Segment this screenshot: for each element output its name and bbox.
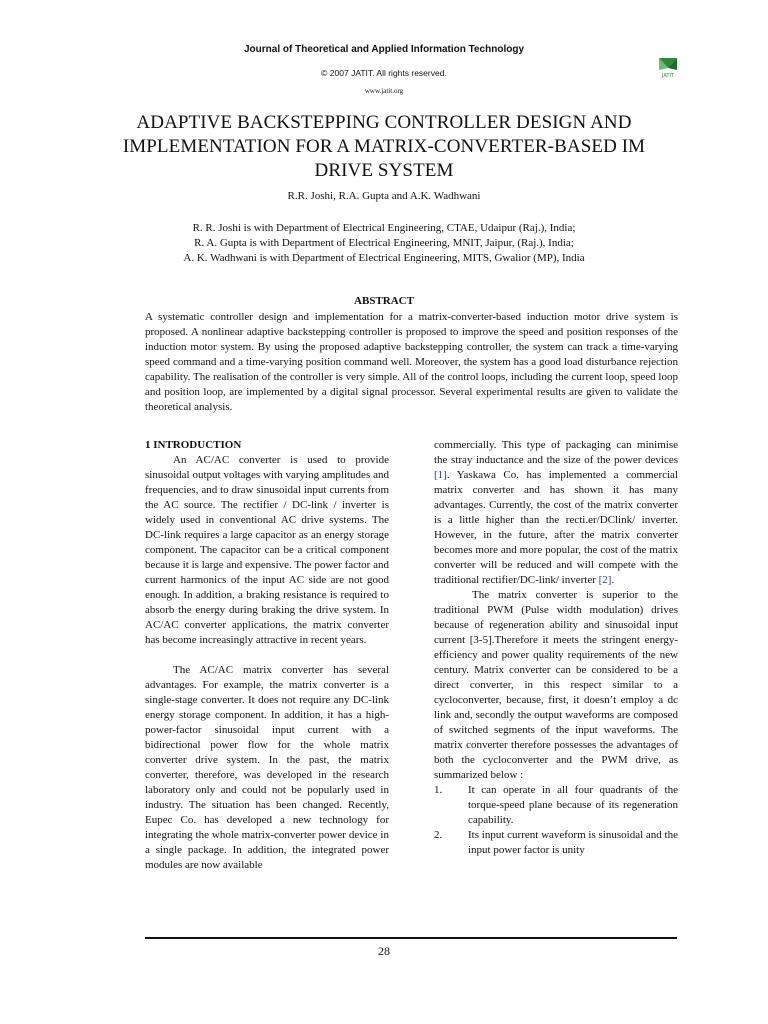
right-paragraph-2: The matrix converter is superior to the traditional PWM (Pulse width modulation) drives because of regeneration ability and sinusoidal input current [3-5].Therefore it meets the stringent energy-efficiency and power quality requirements of the new century. Matrix converter can be considered to be a direct converter, in this respect similar to a cycloconverter, because, first, it doesn’t employ a dc link and, secondly the output waveforms are composed of switched segments of the input waveforms. The matrix converter therefore possesses the advantages of both the cycloconverter and the PWM drive, as summarized below : <box>434 589 678 781</box>
list-item <box>434 828 678 858</box>
intro-paragraph-1: An AC/AC converter is used to provide sinusoidal output voltages with varying amplitudes and frequencies, and to draw sinusoidal input currents from the AC source. The rectifier / DC-link / inverter is widely used in conventional AC drive systems. The DC-link requires a large capacitor as an energy storage component. The capacitor can be a critical component because it is large and expensive. The power factor and current harmonics of the input AC side are not good enough. In addition, a braking resistance is required to absorb the energy during braking the drive system. In AC/AC converter applications, the matrix converter has become increasingly attractive in recent years. <box>145 454 389 646</box>
journal-name: Journal of Theoretical and Applied Information Technology <box>243 44 524 55</box>
copyright-notice: © 2007 JATIT. All rights reserved. <box>321 68 447 78</box>
citation-link[interactable]: [1] <box>434 469 447 481</box>
abstract-text: A systematic controller design and implementation for a matrix-converter-based induction motor drive system is proposed. A nonlinear adaptive backstepping controller is proposed to improve the speed and position responses of the induction motor system. By using the proposed adaptive backstepping controller, the system can track a time-varying speed command and a time-varying position command well. Moreover, the system has a good load disturbance rejection capability. The realisation of the controller is very simple. All of the control loops, including the current loop, speed loop and position loop, are implemented by a digital signal processor. Several experimental results are given to validate the theoretical analysis. <box>145 311 678 413</box>
list-text: Its input current waveform is sinusoidal and the input power factor is unity <box>468 829 678 856</box>
jatit-logo-icon <box>655 54 681 80</box>
footer-rule <box>145 937 677 939</box>
abstract-heading: ABSTRACT <box>354 295 414 307</box>
list-number: 2. <box>434 829 443 841</box>
paragraph-text: commercially. This type of packaging can minimise the stray inductance and the size of the power devices <box>434 439 678 466</box>
journal-url[interactable]: www.jatit.org <box>364 87 404 95</box>
right-column <box>434 438 678 858</box>
affiliation-line: R. A. Gupta is with Department of Electrical Engineering, MNIT, Jaipur, (Raj.), India; <box>194 237 574 249</box>
paragraph-text: . <box>611 574 615 586</box>
paper-authors: R.R. Joshi, R.A. Gupta and A.K. Wadhwani <box>287 190 481 202</box>
logo-text: JATIT <box>661 73 675 79</box>
citation-link[interactable]: [2] <box>598 574 612 586</box>
list-text: It can operate in all four quadrants of the torque-speed plane because of its regeneration capability. <box>468 784 678 826</box>
left-column <box>145 438 389 873</box>
section-heading: 1 INTRODUCTION <box>145 439 242 451</box>
paragraph-text: . Yaskawa Co. has implemented a commercial matrix converter and has shown it has many advantages. Currently, the cost of the matrix converter is a little higher than the recti.er/DClink/ inverter. However, in the future, after the matrix converter becomes more and more popular, the cost of the matrix converter will be reduced and will compete with the traditional rectifier/DC-link/ inverter <box>434 469 678 586</box>
affiliation-line: R. R. Joshi is with Department of Electrical Engineering, CTAE, Udaipur (Raj.), India; <box>192 222 576 234</box>
right-paragraph-1 <box>434 438 678 588</box>
intro-paragraph-2: The AC/AC matrix converter has several advantages. For example, the matrix converter is a single-stage converter. It does not require any DC-link energy storage component. In addition, it has a high-power-factor sinusoidal input current with a bidirectional power flow for the whole matrix converter drive system. In the past, the matrix converter, therefore, was developed in the research laboratory only and could not be popularly used in industry. The situation has been changed. Recently, Eupec Co. has developed a new technology for integrating the whole matrix-converter power device in a single package. In addition, the integrated power modules are now available <box>145 664 389 871</box>
list-number: 1. <box>434 784 443 796</box>
affiliations <box>100 221 668 266</box>
list-item <box>434 783 678 828</box>
page-number: 28 <box>378 944 390 958</box>
affiliation-line: A. K. Wadhwani is with Department of Electrical Engineering, MITS, Gwalior (MP), India <box>183 252 585 264</box>
paper-title: ADAPTIVE BACKSTEPPING CONTROLLER DESIGN AND IMPLEMENTATION FOR A MATRIX-CONVERTER-BASED IM DRIVE SYSTEM <box>122 112 646 181</box>
